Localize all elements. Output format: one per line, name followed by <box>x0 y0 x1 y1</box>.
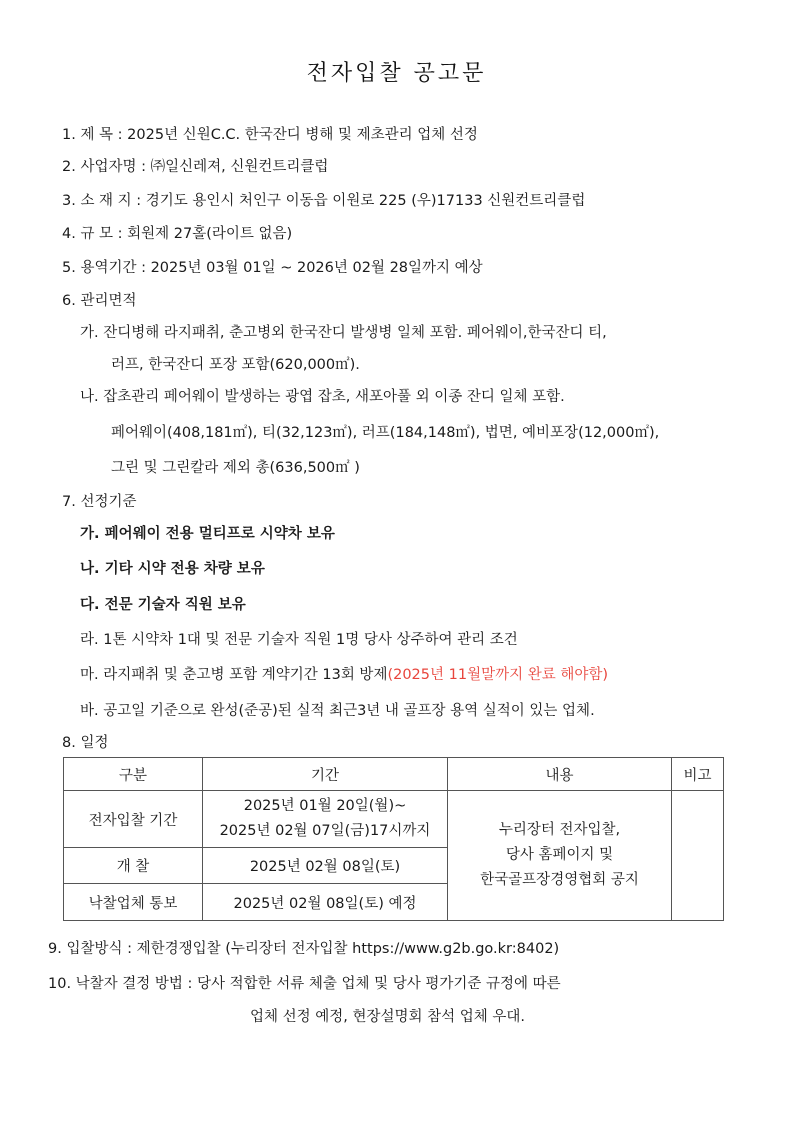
item-management-area: 6. 관리면적 <box>62 293 137 309</box>
schedule-header-row <box>64 758 724 791</box>
table-row <box>64 791 724 848</box>
criteria-d: 라. 1톤 시약차 1대 및 전문 기술자 직원 1명 당사 상주하여 관리 조건 <box>80 632 518 648</box>
period-end: 2025년 02월 07일(금)17시까지 <box>219 823 431 839</box>
item-service-period: 5. 용역기간 : 2025년 03월 01일 ~ 2026년 02월 28일까지 예상 <box>62 260 483 276</box>
content-line3: 한국골프장경영협회 공지 <box>480 872 639 888</box>
area-disease-line2: 러프, 한국잔디 포장 포함(620,000㎡). <box>111 357 360 373</box>
item-award-method-line1: 10. 낙찰자 결정 방법 : 당사 적합한 서류 체출 업체 및 당사 평가기준 규정에 따른 <box>48 976 561 992</box>
header-content: 내용 <box>448 758 672 791</box>
row-period <box>203 791 448 848</box>
schedule-table <box>63 757 724 921</box>
criteria-e-deadline-note: (2025년 11월말까지 완료 해야함) <box>387 667 609 683</box>
row-period: 2025년 02월 08일(토) 예정 <box>203 884 448 921</box>
item-scale: 4. 규 모 : 회원제 27홀(라이트 없음) <box>62 226 293 242</box>
area-weed-line2: 페어웨이(408,181㎡), 티(32,123㎡), 러프(184,148㎡), 법면, 예비포장(12,000㎡), <box>111 425 660 441</box>
page-title: 전자입찰 공고문 <box>306 61 487 86</box>
row-label: 전자입찰 기간 <box>64 791 203 848</box>
header-period: 기간 <box>203 758 448 791</box>
row-label: 개 찰 <box>64 848 203 884</box>
row-label: 낙찰업체 통보 <box>64 884 203 921</box>
criteria-c: 다. 전문 기술자 직원 보유 <box>80 597 246 613</box>
period-start: 2025년 01월 20일(월)~ <box>243 798 407 814</box>
item-business-name: 2. 사업자명 : ㈜일신레져, 신원컨트리클럽 <box>62 159 329 175</box>
row-period: 2025년 02월 08일(토) <box>203 848 448 884</box>
remark-cell <box>672 791 724 921</box>
content-line2: 당사 홈페이지 및 <box>505 847 614 863</box>
area-weed-line1: 나. 잡초관리 페어웨이 발생하는 광엽 잡초, 새포아풀 외 이종 잔디 일체 포함. <box>80 389 565 405</box>
criteria-e-text: 마. 라지패취 및 춘고병 포함 계약기간 13회 방제 <box>80 667 388 683</box>
item-location: 3. 소 재 지 : 경기도 용인시 처인구 이동읍 이원로 225 (우)17133 신원컨트리클럽 <box>62 193 586 209</box>
criteria-a: 가. 페어웨이 전용 멀티프로 시약차 보유 <box>80 526 335 542</box>
header-category: 구분 <box>64 758 203 791</box>
criteria-e <box>80 663 608 684</box>
item-bidding-method: 9. 입찰방식 : 제한경쟁입찰 (누리장터 전자입찰 https://www.g2b.go.kr:8402) <box>48 941 560 957</box>
area-disease-line1: 가. 잔디병해 라지패취, 춘고병외 한국잔디 발생병 일체 포함. 페어웨이,한국잔디 티, <box>80 325 607 341</box>
item-award-method-line2: 업체 선정 예정, 현장설명회 참석 업체 우대. <box>250 1009 525 1025</box>
content-cell <box>448 791 672 921</box>
item-subject: 1. 제 목 : 2025년 신원C.C. 한국잔디 병해 및 제초관리 업체 선정 <box>62 127 478 143</box>
criteria-b: 나. 기타 시약 전용 차량 보유 <box>80 561 265 577</box>
header-remark: 비고 <box>672 758 724 791</box>
criteria-f: 바. 공고일 기준으로 완성(준공)된 실적 최근3년 내 골프장 용역 실적이 있는 업체. <box>80 703 595 719</box>
item-selection-criteria: 7. 선정기준 <box>62 494 137 510</box>
content-line1: 누리장터 전자입찰, <box>498 822 621 838</box>
item-schedule: 8. 일정 <box>62 735 109 751</box>
area-weed-line3: 그린 및 그린칼라 제외 총(636,500㎡ ) <box>111 460 360 476</box>
